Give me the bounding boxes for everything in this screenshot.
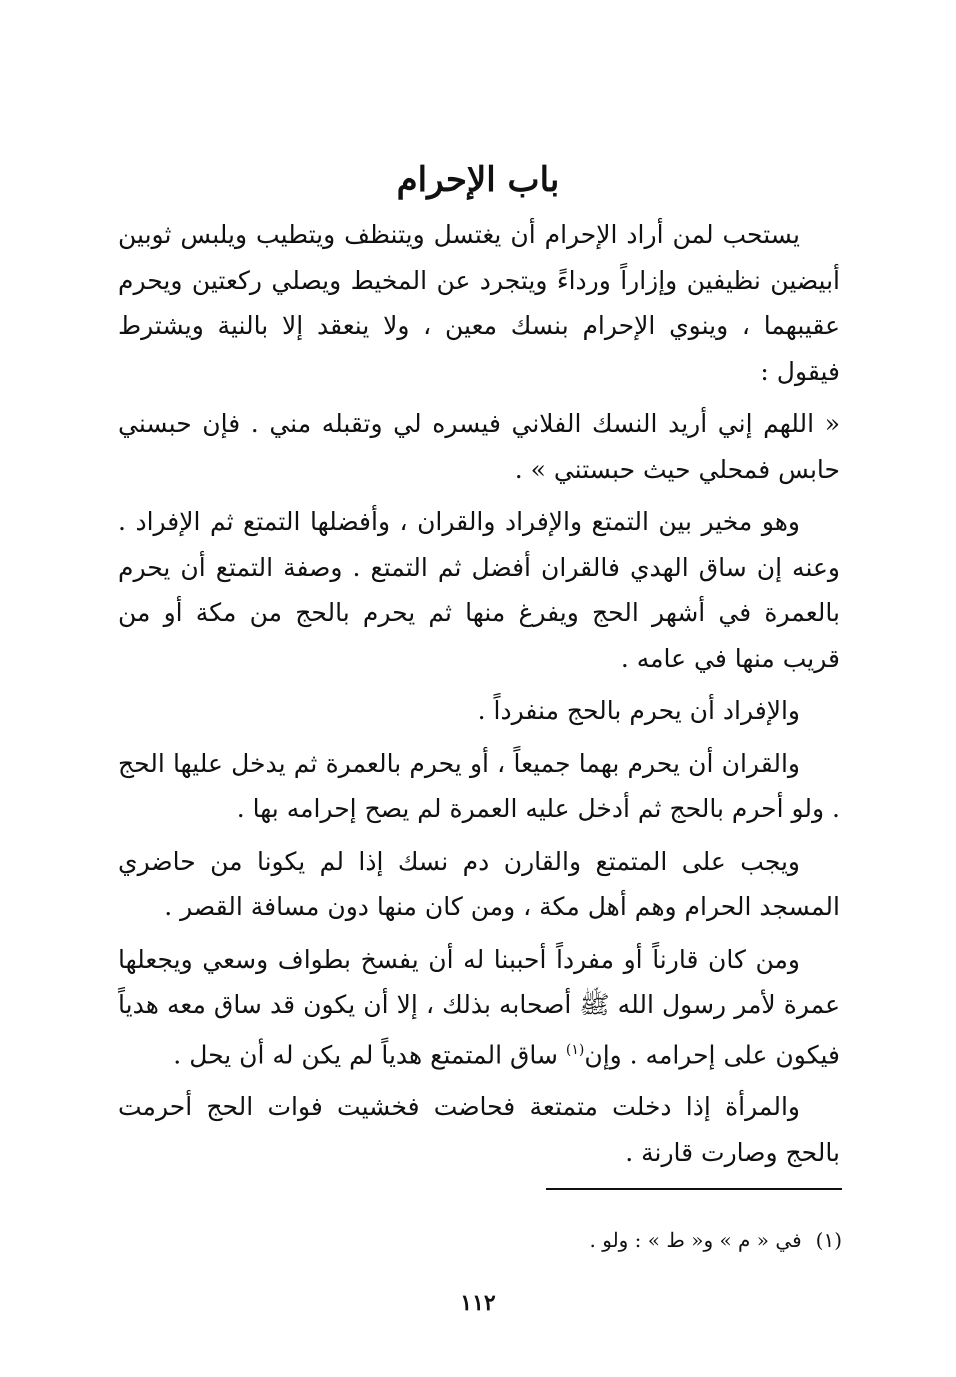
paragraph-ifrad: والإفراد أن يحرم بالحج منفرداً . xyxy=(477,696,800,725)
footnote-divider xyxy=(546,1188,842,1190)
footnote-number: (١) xyxy=(815,1228,842,1252)
paragraph-faskh-tail: ساق المتمتع هدياً لم يكن له أن يحل . xyxy=(173,1039,566,1069)
chapter-title: باب الإحرام xyxy=(396,160,560,200)
body-text xyxy=(118,212,840,1182)
paragraph-ihram-intro: يستحب لمن أراد الإحرام أن يغتسل ويتنظف ويتطيب ويلبس ثوبين أبيضين نظيفين وإزاراً ورداءً ويتجرد عن المخيط ويصلي ركعتين ويحرم عقيبهما ، وينوي الإحرام بنسك معين ، ولا ينعقد إلا بالنية ويشترط فيقول : xyxy=(118,220,840,386)
paragraph-qiran: والقران أن يحرم بهما جميعاً ، أو يحرم بالعمرة ثم يدخل عليها الحج . ولو أحرم بالحج ثم أدخل عليه العمرة لم يصح إحرامه بها . xyxy=(118,748,840,823)
paragraph-dua: « اللهم إني أريد النسك الفلاني فيسره لي وتقبله مني . فإن حبسني حابس فمحلي حيث حبستني » . xyxy=(118,409,840,484)
paragraph-woman: والمرأة إذا دخلت متمتعة فحاضت فخشيت فوات الحج أحرمت بالحج وصارت قارنة . xyxy=(118,1092,840,1167)
footnote-reference: (١) xyxy=(565,1041,585,1058)
footnote xyxy=(590,1225,842,1255)
page-number: ١١٢ xyxy=(460,1290,496,1316)
footnote-text: في « م » و« ط » : ولو . xyxy=(589,1228,802,1252)
paragraph-dam-nusuk: ويجب على المتمتع والقارن دم نسك إذا لم يكونا من حاضري المسجد الحرام وهم أهل مكة ، ومن كان منها دون مسافة القصر . xyxy=(118,846,840,921)
paragraph-types-of-hajj: وهو مخير بين التمتع والإفراد والقران ، وأفضلها التمتع ثم الإفراد . وعنه إن ساق الهدي فالقران أفضل ثم التمتع . وصفة التمتع أن يحرم بالعمرة في أشهر الحج ويفرغ منها ثم يحرم بالحج من مكة أو من قريب منها في عامه . xyxy=(118,507,840,673)
paragraph-faskh xyxy=(118,937,840,1078)
paragraph-faskh-text: ومن كان قارناً أو مفرداً أحببنا له أن يفسخ بطواف وسعي ويجعلها عمرة لأمر رسول الله ﷺ أصحابه بذلك ، إلا أن يكون قد ساق معه هدياً فيكون على إحرامه . وإن xyxy=(118,944,840,1069)
